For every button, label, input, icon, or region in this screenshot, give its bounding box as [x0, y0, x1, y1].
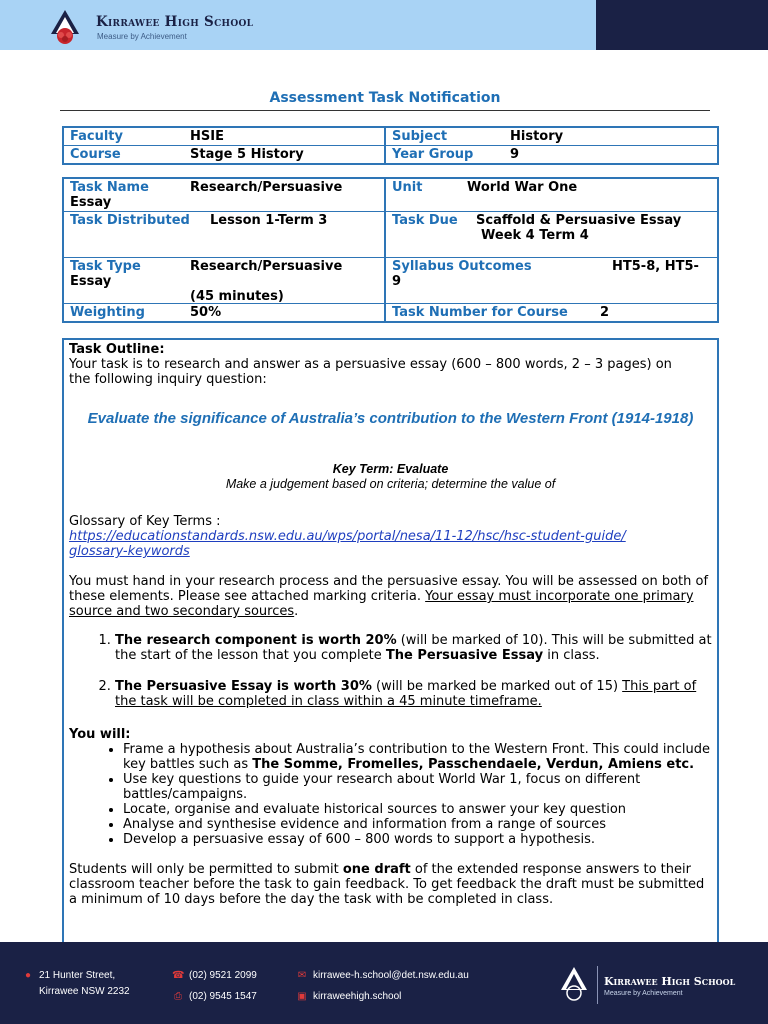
outline-intro-cont: the following inquiry question: — [69, 372, 267, 387]
year-cell — [386, 146, 717, 163]
email-icon: ✉ — [297, 970, 307, 981]
hand-in-paragraph — [69, 574, 712, 619]
components-list — [115, 633, 712, 709]
source-requirement: Your essay must incorporate one primary source and two secondary sources — [69, 589, 694, 619]
subject-label: Subject — [392, 129, 448, 144]
outline-intro: Your task is to research and answer as a persuasive essay (600 – 800 words, 2 – 3 pages) on — [69, 357, 672, 372]
course-info-box — [62, 126, 719, 165]
hand-in-text: You must hand in your research process and the persuasive essay. You will be assessed on both of these elements. Please see attached marking criteria. — [69, 574, 709, 604]
info-row — [64, 145, 717, 163]
phone-icon: ☎ — [172, 970, 185, 981]
due-label: Task Due — [392, 213, 458, 228]
page-footer — [0, 942, 768, 1024]
unit-cell — [386, 179, 717, 211]
weighting-cell — [64, 304, 386, 321]
outcomes-value-cont: 9 — [392, 274, 402, 289]
location-pin-icon: ● — [24, 970, 32, 981]
address-line-1: 21 Hunter Street, — [39, 970, 116, 981]
list-item: • Locate, organise and evaluate historical sources to answer your key question — [123, 802, 712, 817]
course-value: Stage 5 History — [190, 147, 304, 162]
list-item: • Develop a persuasive essay of 600 – 800 words to support a hypothesis. — [123, 832, 712, 847]
draft-paragraph — [69, 862, 712, 907]
task-number-cell — [386, 304, 717, 321]
outcomes-value: HT5-8, HT5- — [612, 259, 699, 274]
task-outline-box — [62, 338, 719, 952]
glossary-label: Glossary of Key Terms : — [69, 514, 221, 529]
distributed-value: Lesson 1-Term 3 — [210, 213, 328, 228]
unit-value: World War One — [467, 180, 578, 195]
header-dark-panel — [596, 0, 768, 50]
website — [296, 991, 401, 1002]
inquiry-question: Evaluate the significance of Australia’s contribution to the Western Front (1914-1918) — [87, 410, 694, 427]
draft-limit: one draft — [342, 862, 411, 877]
footer-tagline: Measure by Achievement — [604, 990, 683, 997]
distributed-cell — [64, 212, 386, 257]
footer-logo-icon — [558, 966, 590, 1002]
research-weight: The research component is worth 20% — [115, 633, 397, 648]
info-row — [64, 179, 717, 211]
list-item — [123, 742, 712, 772]
school-logo-icon — [46, 8, 84, 46]
essay-condition: This part of the task will be completed in class within a 45 minute timeframe. — [115, 679, 697, 709]
due-value: Scaffold & Persuasive Essay — [476, 213, 682, 228]
info-row — [64, 303, 717, 321]
task-name-cell — [64, 179, 386, 211]
faculty-label: Faculty — [70, 129, 123, 144]
task-type-value-cont: Essay — [70, 274, 112, 289]
list-item — [115, 633, 712, 663]
info-row — [64, 128, 717, 145]
distributed-label: Task Distributed — [70, 213, 190, 228]
school-tagline: Measure by Achievement — [97, 32, 187, 41]
task-duration: (45 minutes) — [190, 289, 284, 304]
you-will-list — [123, 742, 712, 847]
list-item — [115, 679, 712, 709]
course-label: Course — [70, 147, 121, 162]
essay-weight: The Persuasive Essay is worth 30% — [115, 679, 372, 694]
subject-cell — [386, 128, 717, 145]
hand-in-end: . — [294, 604, 299, 619]
research-end: in class. — [543, 648, 600, 663]
draft-text-cont: of the extended response answers to their classroom teacher before the task to gain feedback. To get feedback the draft must be submitted a minimum of 10 days before the day the task with be completed in class. — [69, 862, 705, 907]
title-divider — [60, 110, 710, 111]
outcomes-label: Syllabus Outcomes — [392, 259, 532, 274]
info-row — [64, 257, 717, 303]
footer-divider — [597, 966, 598, 1004]
task-name-value-cont: Essay — [70, 195, 112, 210]
battles-list: The Somme, Fromelles, Passchendaele, Verdun, Amiens etc. — [252, 757, 695, 772]
research-desc: (will be marked of 10). This will be submitted at the start of the lesson that you complete — [115, 633, 712, 663]
list-item: • Use key questions to guide your research about World War 1, focus on different battles/campaigns. — [123, 772, 712, 802]
task-info-box — [62, 177, 719, 323]
glossary-link-cont[interactable]: glossary-keywords — [69, 544, 190, 559]
address — [22, 970, 115, 981]
fax — [172, 991, 257, 1002]
fax-number: (02) 9545 1547 — [189, 991, 257, 1002]
year-label: Year Group — [392, 147, 474, 162]
subject-value: History — [510, 129, 564, 144]
monitor-icon: ▣ — [297, 991, 307, 1002]
year-value: 9 — [510, 147, 520, 162]
task-type-cell — [64, 258, 386, 303]
school-name: Kirrawee High School — [96, 14, 254, 30]
outcomes-cell — [386, 258, 717, 303]
you-will-heading: You will: — [69, 727, 131, 742]
bullet-text: Frame a hypothesis about Australia’s contribution to the Western Front — [123, 742, 585, 757]
key-term: Key Term: Evaluate — [332, 462, 449, 476]
address-cont — [22, 986, 130, 997]
page-title: Assessment Task Notification — [269, 90, 501, 106]
due-value-cont: Week 4 Term 4 — [481, 228, 589, 243]
spacer — [22, 986, 34, 997]
outline-heading: Task Outline: — [69, 342, 165, 357]
task-number-value: 2 — [600, 305, 610, 320]
task-number-label: Task Number for Course — [392, 305, 568, 320]
list-item: • Analyse and synthesise evidence and information from a range of sources — [123, 817, 712, 832]
weighting-value: 50% — [190, 305, 222, 320]
glossary-link[interactable]: https://educationstandards.nsw.edu.au/wps/portal/nesa/11-12/hsc/hsc-student-guide/ — [69, 529, 626, 544]
email-address[interactable]: kirrawee-h.school@det.nsw.edu.au — [313, 970, 469, 981]
info-row — [64, 211, 717, 257]
task-type-label: Task Type — [70, 259, 141, 274]
page-header — [0, 0, 768, 50]
unit-label: Unit — [392, 180, 423, 195]
phone — [172, 970, 257, 981]
draft-text: Students will only be permitted to submit — [69, 862, 343, 877]
address-line-2: Kirrawee NSW 2232 — [39, 986, 130, 997]
course-cell — [64, 146, 386, 163]
research-essay-ref: The Persuasive Essay — [385, 648, 544, 663]
fax-icon: ⎙ — [174, 991, 182, 1002]
weighting-label: Weighting — [70, 305, 145, 320]
bullet-text: . This could include key battles such as — [123, 742, 710, 772]
faculty-value: HSIE — [190, 129, 224, 144]
footer-school-name: Kirrawee High School — [604, 975, 736, 988]
email — [296, 970, 469, 981]
key-term-definition: Make a judgement based on criteria; determine the value of — [225, 477, 556, 491]
faculty-cell — [64, 128, 386, 145]
due-cell — [386, 212, 717, 257]
phone-number: (02) 9521 2099 — [189, 970, 257, 981]
essay-desc: (will be marked be marked out of 15) — [371, 679, 623, 694]
task-type-value: Research/Persuasive — [190, 259, 343, 274]
task-name-label: Task Name — [70, 180, 149, 195]
website-address[interactable]: kirraweehigh.school — [313, 991, 402, 1002]
task-name-value: Research/Persuasive — [190, 180, 343, 195]
